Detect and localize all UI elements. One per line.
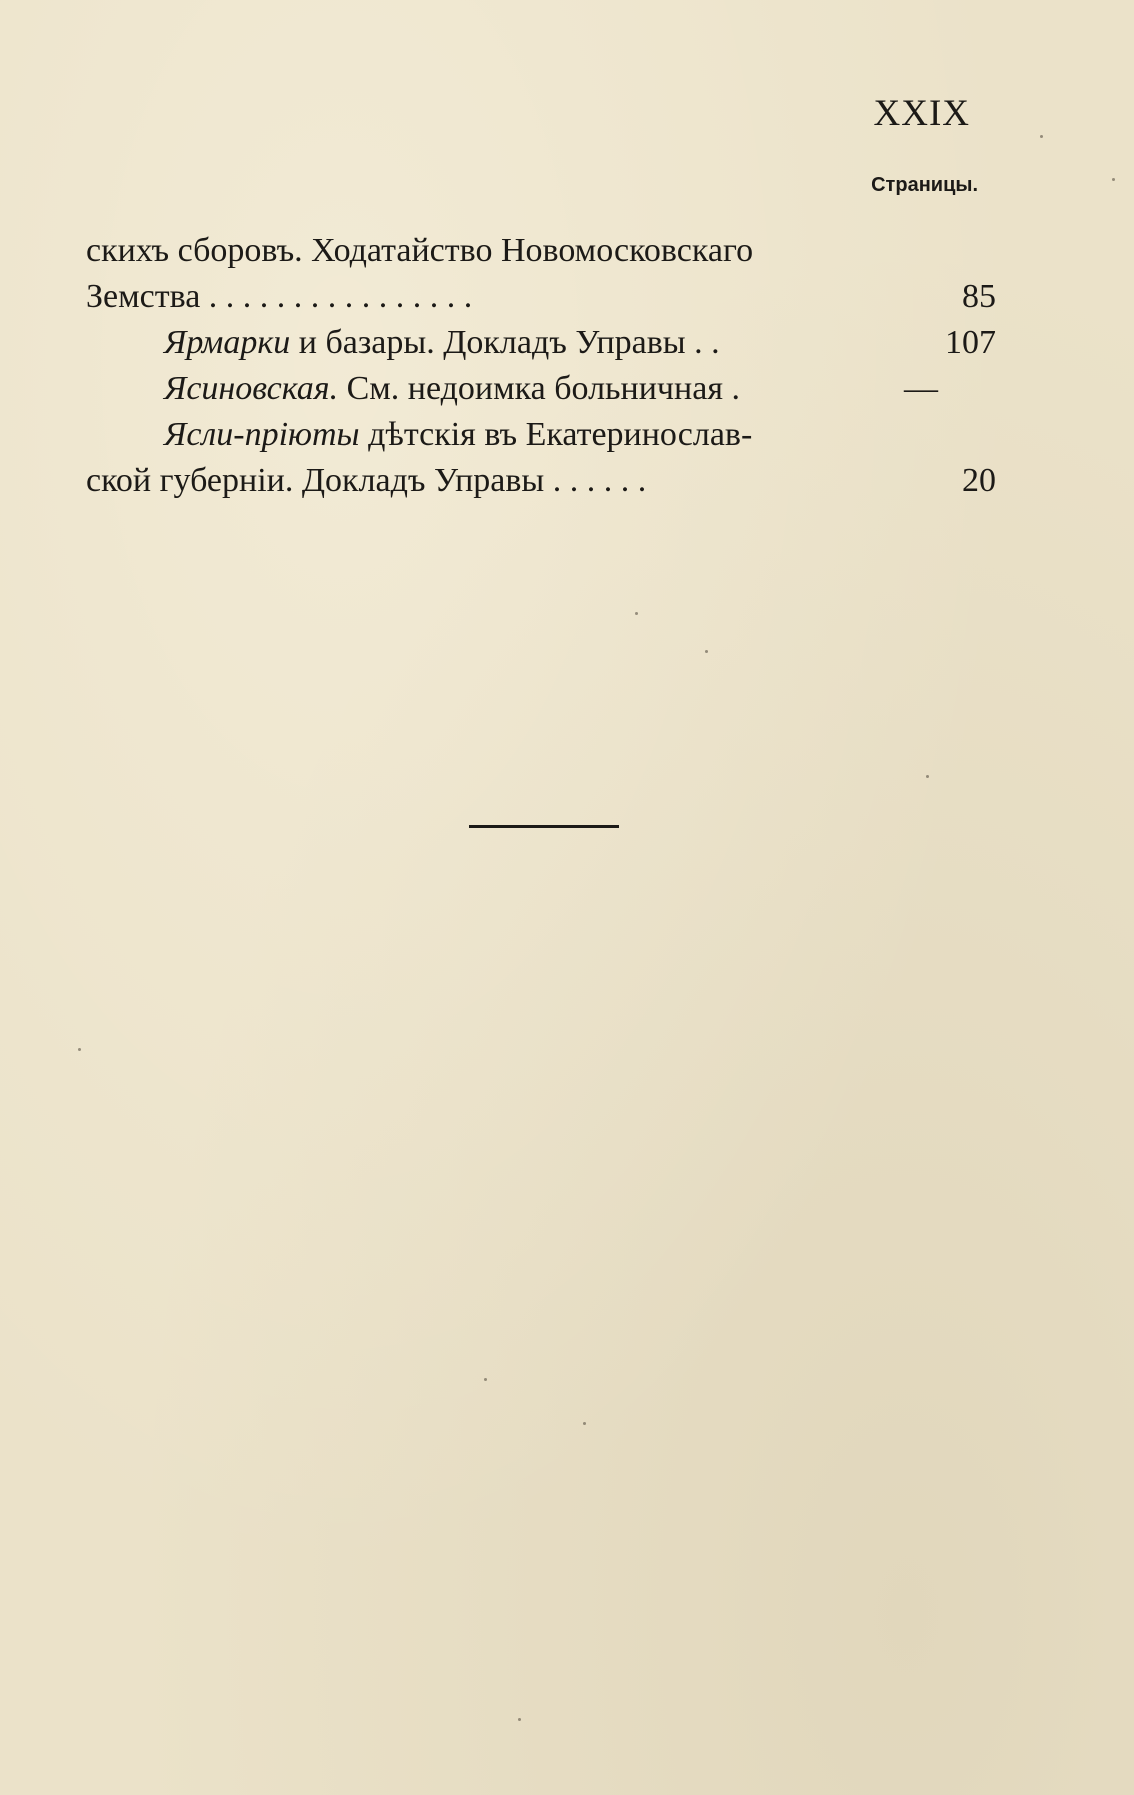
pages-column-label: Страницы.: [871, 174, 978, 196]
entry-text: ской губерніи. Докладъ Управы . . . . . .: [86, 462, 647, 499]
entry-page: 85: [962, 278, 996, 315]
entry-text-group: [164, 320, 720, 366]
entry-text: Земства . . . . . . . . . . . . . . . .: [86, 278, 473, 315]
entry-heading: Ярмарки: [164, 324, 291, 361]
index-line: [86, 274, 996, 320]
entry-text: и базары. Докладъ Управы . .: [290, 324, 720, 361]
entry-page: 20: [962, 462, 996, 499]
index-line: [86, 366, 996, 412]
paper-speck: [926, 775, 929, 778]
entry-heading: Ясиновская.: [164, 370, 339, 407]
index-entries: [86, 228, 996, 504]
index-line: [86, 412, 996, 458]
page-number: XXIX: [873, 93, 970, 134]
section-end-rule: [469, 825, 619, 828]
paper-speck: [518, 1718, 521, 1721]
entry-text: дѣтскія въ Екатеринослав-: [359, 416, 753, 453]
index-line: [86, 228, 996, 274]
entry-text-group: [164, 412, 752, 458]
paper-speck: [583, 1422, 586, 1425]
index-line: [86, 458, 996, 504]
entry-text-group: [164, 366, 740, 412]
entry-text: скихъ сборовъ. Ходатайство Новомосковскаго: [86, 232, 754, 269]
paper-speck: [484, 1378, 487, 1381]
paper-speck: [705, 650, 708, 653]
entry-page: —: [904, 370, 938, 407]
paper-speck: [635, 612, 638, 615]
paper-speck: [78, 1048, 81, 1051]
paper-speck: [1040, 135, 1043, 138]
entry-text: См. недоимка больничная .: [338, 370, 740, 407]
index-line: [86, 320, 996, 366]
entry-page: 107: [945, 324, 996, 361]
entry-heading: Ясли-пріюты: [164, 416, 360, 453]
paper-speck: [1112, 178, 1115, 181]
